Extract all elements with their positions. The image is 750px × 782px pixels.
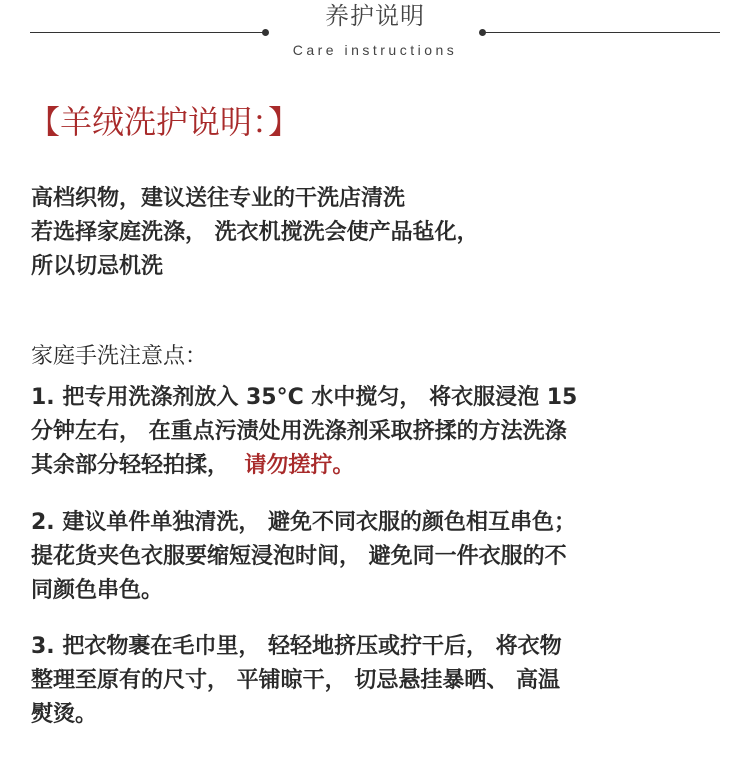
intro-line: 高档织物，建议送往专业的干洗店清洗 [31,186,406,211]
header-rule-right [482,32,720,33]
step-3-line: 3. 把衣物裹在毛巾里， 轻轻地挤压或拧干后， 将衣物 [31,634,562,659]
section-title: 【羊绒洗护说明：】 [28,103,301,141]
step-1-line-text: 其余部分轻轻拍揉， [31,453,245,478]
page-subtitle: Care instructions [292,42,458,58]
step-1-line [31,449,577,483]
step-2-line: 同颜色串色。 [31,578,164,603]
intro-line: 若选择家庭洗涤， 洗衣机搅洗会使产品毡化， [31,220,479,245]
page-header [0,0,750,70]
step-3-line: 整理至原有的尺寸， 平铺晾干， 切忌悬挂暴晒、 高温 [31,668,560,693]
step-2-line: 2. 建议单件单独清洗， 避免不同衣服的颜色相互串色； [31,510,576,535]
step-1 [31,381,577,483]
step-1-line: 1. 把专用洗涤剂放入 35°C 水中搅匀， 将衣服浸泡 15 [31,385,578,410]
intro-line: 所以切忌机洗 [31,254,164,279]
page-title: 养护说明 [325,2,425,30]
home-wash-heading: 家庭手洗注意点： [31,344,208,369]
step-2-line: 提花货夹色衣服要缩短浸泡时间， 避免同一件衣服的不 [31,544,567,569]
intro-paragraph [31,182,479,284]
step-1-line: 分钟左右， 在重点污渍处用洗涤剂采取挤揉的方法洗涤 [31,419,567,444]
step-2 [31,506,576,608]
step-3 [31,630,562,732]
no-wring-warning: 请勿搓拧。 [244,453,355,478]
header-rule-left [30,32,265,33]
step-3-line: 熨烫。 [31,702,98,727]
